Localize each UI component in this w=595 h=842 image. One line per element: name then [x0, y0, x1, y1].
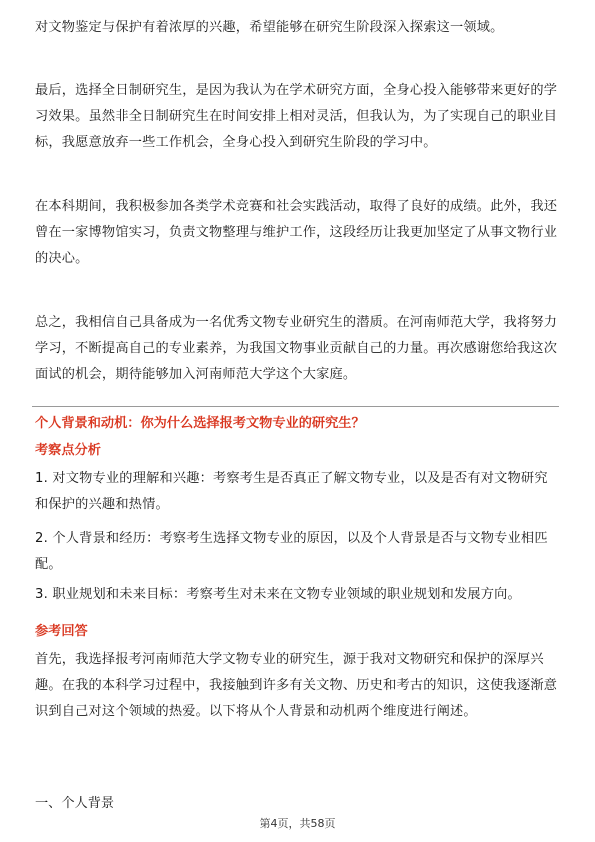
analysis-item: 1. 对文物专业的理解和兴趣：考察考生是否真正了解文物专业，以及是否有对文物研究和保护的兴趣和热情。 — [35, 471, 548, 512]
analysis-label: 考察点分析 — [35, 443, 101, 458]
paragraph-interest-continuation: 对文物鉴定与保护有着浓厚的兴趣，希望能够在研究生阶段深入探索这一领域。 — [35, 20, 504, 35]
section-heading: 一、个人背景 — [35, 796, 115, 811]
page-number-footer: 第4页，共58页 — [259, 817, 336, 830]
analysis-item: 3. 职业规划和未来目标：考察考生对未来在文物专业领域的职业规划和发展方向。 — [35, 587, 521, 602]
answer-intro-paragraph: 首先，我选择报考河南师范大学文物专业的研究生，源于我对文物研究和保护的深厚兴趣。在我的本科学习过程中，我接触到许多有关文物、历史和考古的知识，这使我逐渐意识到自己对这个领域的热爱。以下将从个人背景和动机两个维度进行阐述。 — [35, 652, 558, 719]
answer-label: 参考回答 — [35, 624, 88, 639]
paragraph-conclusion: 总之，我相信自己具备成为一名优秀文物专业研究生的潜质。在河南师范大学，我将努力学习，不断提高自己的专业素养，为我国文物事业贡献自己的力量。再次感谢您给我这次面试的机会，期待能够加入河南师范大学这个大家庭。 — [35, 315, 558, 382]
paragraph-full-time-reason: 最后，选择全日制研究生，是因为我认为在学术研究方面，全身心投入能够带来更好的学习效果。虽然非全日制研究生在时间安排上相对灵活，但我认为，为了实现自己的职业目标，我愿意放弃一些工作机会，全身心投入到研究生阶段的学习中。 — [35, 83, 558, 150]
section-divider — [32, 406, 559, 407]
interview-question: 个人背景和动机：你为什么选择报考文物专业的研究生？ — [35, 416, 365, 431]
analysis-item: 2. 个人背景和经历：考察考生选择文物专业的原因，以及个人背景是否与文物专业相匹配。 — [35, 531, 548, 572]
paragraph-undergraduate-experience: 在本科期间，我积极参加各类学术竞赛和社会实践活动，取得了良好的成绩。此外，我还曾在一家博物馆实习，负责文物整理与维护工作，这段经历让我更加坚定了从事文物行业的决心。 — [35, 199, 558, 266]
